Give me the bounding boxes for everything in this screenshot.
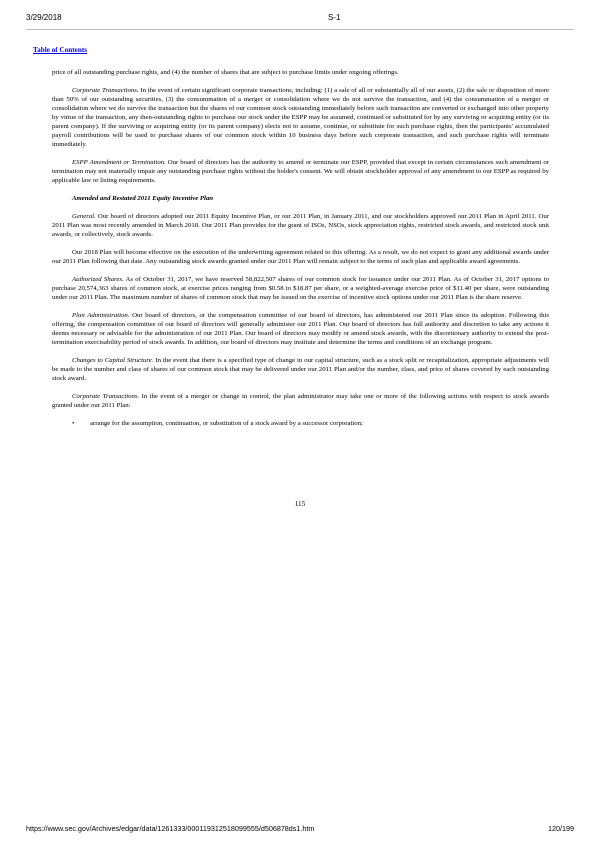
paragraph-capital-structure xyxy=(52,356,549,383)
list-item xyxy=(52,419,549,428)
paragraph-text: As of October 31, 2017, we have reserved 58,822,507 shares of our common stock for issuance under our 2011 Plan. As of October 31, 2017 options to purchase 20,574,363 shares of common stock, at exercise prices ranging from $0.58 to $18.87 per share, or a weighted-average exercise price of $11.40 per share, were outstanding under our 2011 Plan. The maximum number of shares of common stock that may be issued on the exercise of incentive stock options under our 2011 Plan is the share reserve. xyxy=(52,276,550,301)
page-number: 115 xyxy=(294,500,306,508)
paragraph-lead: Corporate Transactions. xyxy=(72,87,139,94)
paragraph-lead: Authorized Shares. xyxy=(72,276,124,283)
header-divider xyxy=(26,29,574,30)
paragraph-text: Our board of directors, or the compensation committee of our board of directors, has administered our 2011 Plan since its adoption. Following this offering, the compensation committee of our board of directors will generally administer our 2011 Plan. Our board of directors has full authority and discretion to take any actions it deems necessary or advisable for the administration of our 2011 Plan. Our board of directors may modify or amend stock awards, with the discretionary authority to extend the post-termination exercisability period of stock awards. In addition, our board of directors may institute and determine the terms and conditions of an exchange program. xyxy=(52,312,549,346)
print-url: https://www.sec.gov/Archives/edgar/data/1261333/000119312518099555/d506878ds1.htm xyxy=(26,824,315,833)
paragraph-lead: Corporate Transactions. xyxy=(72,393,140,400)
print-page-count: 120/199 xyxy=(548,824,574,833)
section-heading: Amended and Restated 2011 Equity Incentive Plan xyxy=(72,195,214,202)
document-body xyxy=(52,68,549,434)
paragraph-espp-corporate-transactions xyxy=(52,86,549,149)
print-date: 3/29/2018 xyxy=(26,13,62,22)
print-title: S-1 xyxy=(328,13,341,22)
paragraph-text: In the event of a merger or change in control, the plan administrator may take one or more of the following actions with respect to stock awards granted under our 2011 Plan: xyxy=(52,393,549,409)
paragraph-lead: ESPP Amendment or Termination. xyxy=(72,159,166,166)
paragraph-plan-administration xyxy=(52,311,549,347)
paragraph-general xyxy=(52,212,549,239)
paragraph-text: Our board of directors adopted our 2011 Equity Incentive Plan, or our 2011 Plan, in January 2011, and our stockholders approved our 2011 Plan in April 2011. Our 2011 Plan was most recently amended in March 2018. Our 2011 Plan provides for the grant of ISOs, NSOs, stock appreciation rights, restricted stock awards, and restricted stock unit awards, or collectively, stock awards. xyxy=(52,213,549,238)
paragraph-lead: Plan Administration. xyxy=(72,312,130,319)
paragraph-2018-plan: Our 2018 Plan will become effective on the execution of the underwriting agreement related to this offering. As a result, we do not expect to grant any additional awards under our 2011 Plan following that date. Any outstanding stock awards granted under our 2011 Plan will remain subject to the terms of such plan and applicable award agreements. xyxy=(52,249,549,265)
paragraph-authorized-shares xyxy=(52,275,549,302)
table-of-contents-link[interactable]: Table of Contents xyxy=(33,46,88,54)
paragraph-text: Our board of directors has the authority to amend or terminate our ESPP, provided that except in certain circumstances such amendment or termination may not materially impair any outstanding purchase rights without the holder's consent. We will obtain stockholder approval of any amendment to our ESPP as required by applicable law or listing requirements. xyxy=(52,159,549,184)
paragraph-lead: General. xyxy=(72,213,96,220)
paragraph-plan-corporate-transactions xyxy=(52,392,549,410)
paragraph-espp-amendment xyxy=(52,158,549,185)
paragraph-continuation: price of all outstanding purchase rights, and (4) the number of shares that are subject to purchase limits under ongoing offerings. xyxy=(52,69,399,76)
list-item-text: arrange for the assumption, continuation, or substitution of a stock award by a successor corporation; xyxy=(90,420,363,427)
bullet-icon: • xyxy=(72,420,75,427)
paragraph-text: In the event of certain significant corporate transactions, including: (1) a sale of all or substantially all of our assets, (2) the sale or disposition of more than 50% of our outstanding securities, (3) the consummation of a merger or consolidation where we do not survive the transaction, and (4) the consummation of a merger or consolidation where we do survive the transaction but the shares of our common stock outstanding immediately before such transaction are converted or exchanged into other property by virtue of the transaction, any then-outstanding rights to purchase our stock under the ESPP may be assumed, continued or substituted for by any surviving or acquiring entity (or its parent company). If the surviving or acquiring entity (or its parent company) elects not to assume, continue, or substitute for such purchase rights, then the participants' accumulated payroll contributions will be used to purchase shares of our common stock within 10 business days before such corporate transaction, and such purchase rights will terminate immediately. xyxy=(52,87,550,148)
paragraph-text: In the event that there is a specified type of change in our capital structure, such as a stock split or recapitalization, appropriate adjustments will be made to the number and class of shares of our common stock that may be delivered under our 2011 Plan and/or the number, class, and price of shares covered by each outstanding stock award. xyxy=(52,357,549,382)
paragraph-lead: Changes to Capital Structure. xyxy=(72,357,154,364)
